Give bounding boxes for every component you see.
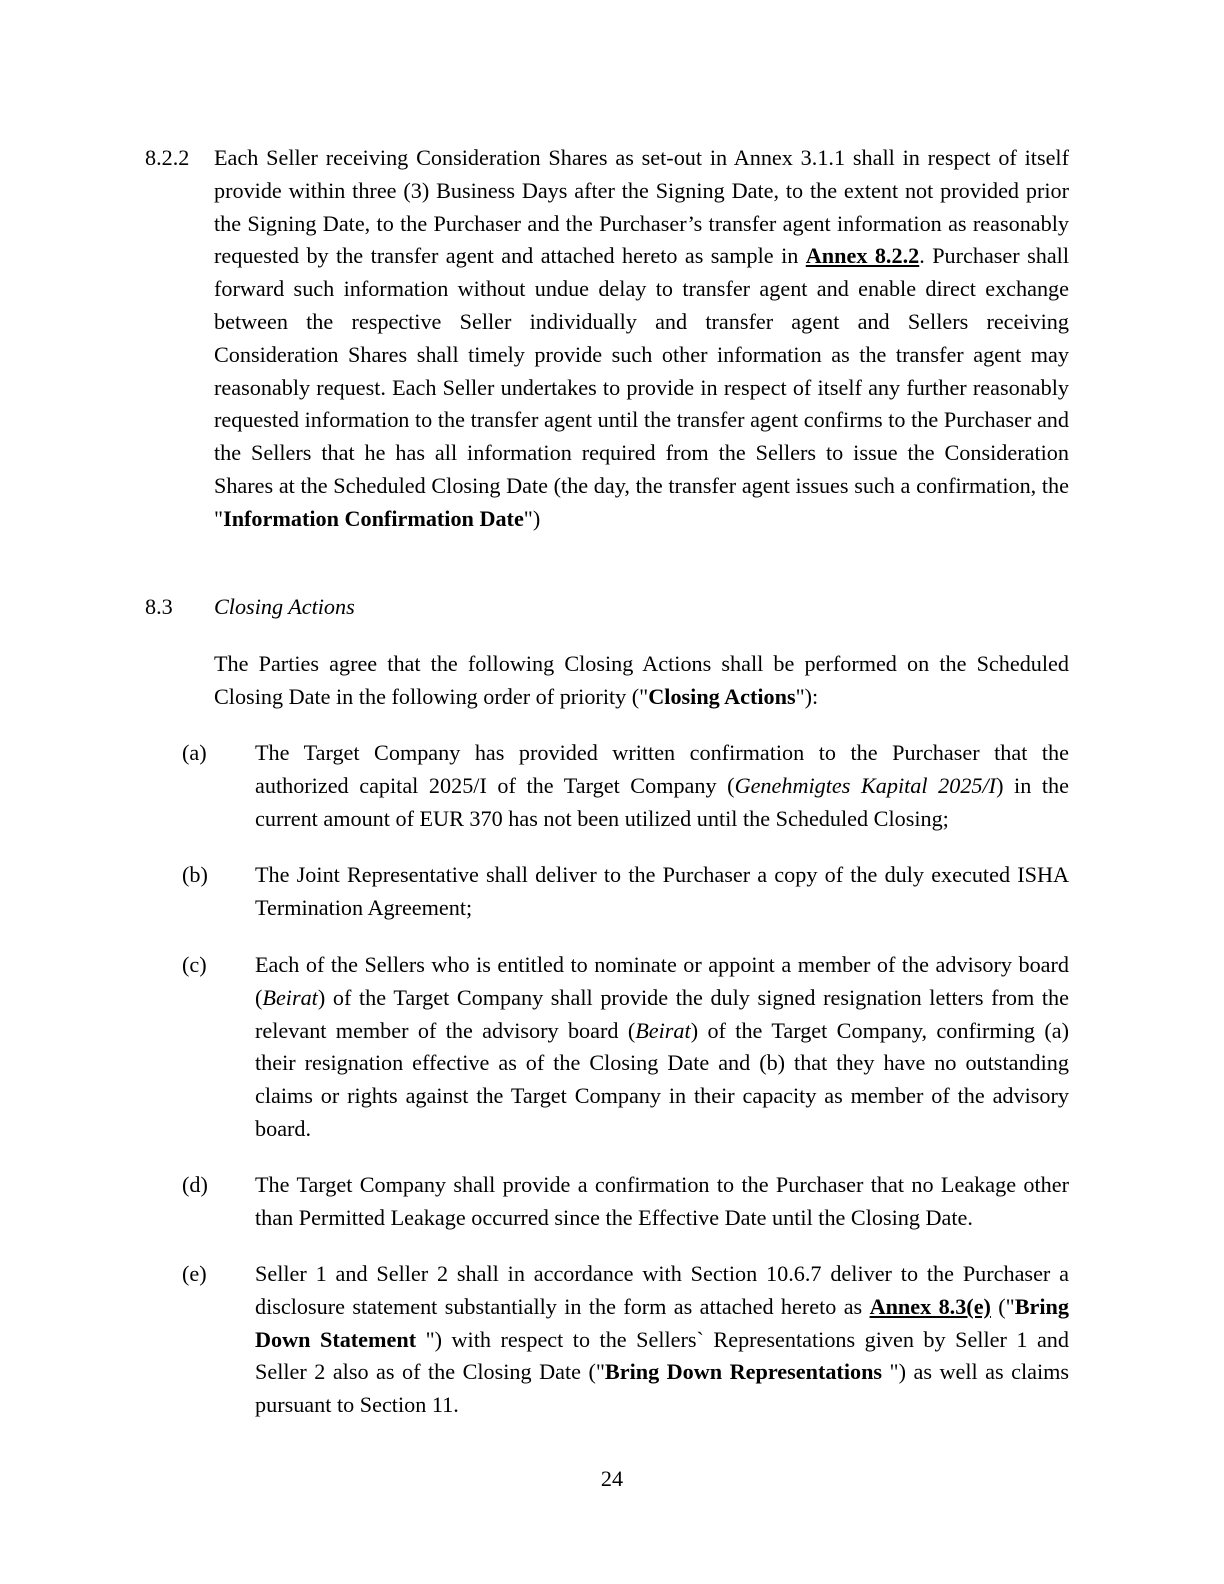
- annex-8-2-2-reference: Annex 8.2.2: [805, 243, 920, 269]
- item-c-text: [255, 949, 1069, 1146]
- text: Seller 1 and Seller 2 shall in accordance with Section 10.6.7 deliver to the Purchaser a disclosure statement substantially in the form as attached hereto as: [255, 1261, 1069, 1319]
- italic-term: Beirat: [635, 1017, 691, 1043]
- heading-text: Closing Actions: [214, 594, 355, 619]
- text: The Joint Representative shall deliver to the Purchaser a copy of the duly executed ISHA Termination Agreement;: [255, 862, 1069, 920]
- text: ) of the Target Company shall provide the duly signed resignation letters from the relevant member of the advisory board (: [255, 984, 1069, 1043]
- text: The Target Company has provided written confirmation to the Purchaser that the authorized capital 2025/I of the Target Company (: [255, 740, 1069, 798]
- section-8-3-intro: [214, 648, 1069, 714]
- item-label-c: (c): [182, 952, 207, 977]
- text: "):: [795, 683, 819, 709]
- item-label-e: (e): [182, 1261, 207, 1286]
- defined-term-bring-down-statement: Bring Down Statement: [255, 1293, 1069, 1352]
- item-label-d: (d): [182, 1172, 208, 1197]
- section-8-3-heading: [214, 591, 1069, 624]
- italic-term: Genehmigtes Kapital 2025/I: [734, 772, 997, 798]
- page-number: 24: [600, 1466, 624, 1491]
- text: The Target Company shall provide a confirmation to the Purchaser that no Leakage other than Permitted Leakage occurred since the Effective Date until the Closing Date.: [255, 1172, 1069, 1230]
- section-number-8-3: 8.3: [145, 594, 173, 619]
- section-number-8-2-2: 8.2.2: [145, 145, 190, 170]
- text: ") with respect to the Sellers` Representations given by Seller 1 and Seller 2 also as of the Closing Date (": [255, 1326, 1069, 1385]
- text: The Parties agree that the following Closing Actions shall be performed on the Scheduled Closing Date in the following order of priority (": [214, 651, 1069, 709]
- item-label-b: (b): [182, 862, 208, 887]
- text: ") as well as claims pursuant to Section 11.: [255, 1359, 1070, 1418]
- item-d-text: [255, 1169, 1069, 1235]
- section-8-2-2-text: [214, 142, 1069, 536]
- defined-term-closing-actions: Closing Actions: [648, 683, 796, 709]
- item-e-text: [255, 1258, 1069, 1422]
- text: Each Seller receiving Consideration Shares as set-out in Annex 3.1.1 shall in respect of itself provide within three (3) Business Days after the Signing Date, to the extent not provided prior the Signing Date, to the Purchaser and the Purchaser’s transfer agent information as reasonably requested by the transfer agent and attached hereto as sample in: [214, 145, 1069, 269]
- text: Each of the Sellers who is entitled to nominate or appoint a member of the advisory board (: [255, 952, 1069, 1010]
- annex-8-3-e-reference: Annex 8.3(e): [869, 1293, 991, 1319]
- item-label-a: (a): [182, 740, 207, 765]
- defined-term-information-confirmation-date: Information Confirmation Date: [223, 505, 524, 531]
- text: ) of the Target Company, confirming (a) their resignation effective as of the Closing Date and (b) that they have no outstanding claims or rights against the Target Company in their capacity as member of the advisory board.: [255, 1017, 1069, 1141]
- text: . Purchaser shall forward such information without undue delay to transfer agent and enable direct exchange between the respective Seller individually and transfer agent and Sellers receiving Consideration Shares shall timely provide such other information as the transfer agent may reasonably request. Each Seller undertakes to provide in respect of itself any further reasonably requested information to the transfer agent until the transfer agent confirms to the Purchaser and the Sellers that he has all information required from the Sellers to issue the Consideration Shares at the Scheduled Closing Date (the day, the transfer agent issues such a confirmation, the ": [214, 243, 1070, 531]
- item-a-text: [255, 737, 1069, 835]
- item-b-text: [255, 859, 1069, 925]
- text: "): [523, 505, 541, 531]
- italic-term: Beirat: [262, 984, 318, 1010]
- defined-term-bring-down-representations: Bring Down Representations: [604, 1359, 890, 1385]
- text: (": [990, 1293, 1015, 1319]
- text: ) in the current amount of EUR 370 has not been utilized until the Scheduled Closing;: [255, 772, 1069, 831]
